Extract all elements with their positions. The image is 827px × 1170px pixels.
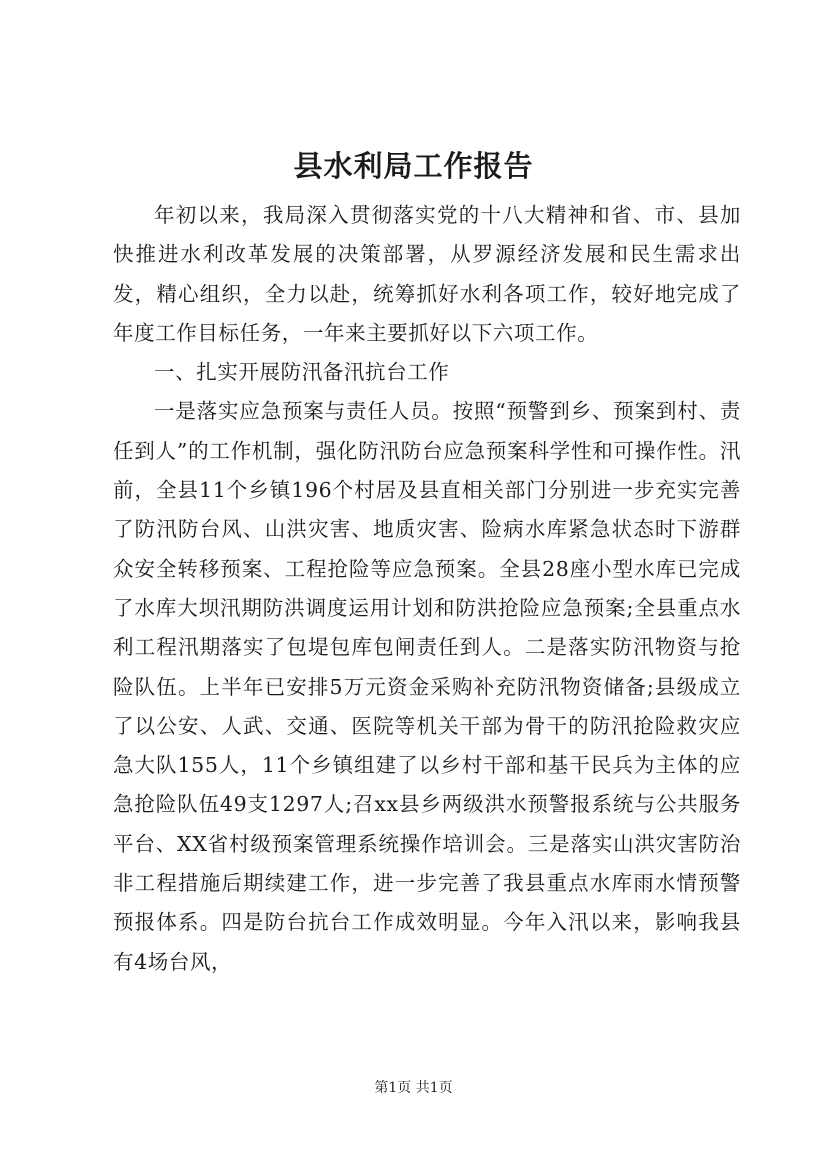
paragraph-details: 一是落实应急预案与责任人员。按照“预警到乡、预案到村、责任到人”的工作机制，强化防汛防台应急预案科学性和可操作性。汛前，全县11个乡镇196个村居及县直相关部门分别进一步充实完善了防汛防台风、山洪灾害、地质灾害、险病水库紧急状态时下游群众安全转移预案、工程抢险等应急预案。全县28座小型水库已完成了水库大坝汛期防洪调度运用计划和防洪抢险应急预案;全县重点水利工程汛期落实了包堤包库包闸责任到人。二是落实防汛物资与抢险队伍。上半年已安排5万元资金采购补充防汛物资储备;县级成立了以公安、人武、交通、医院等机关干部为骨干的防汛抢险救灾应急大队155人，11个乡镇组建了以乡村干部和基干民兵为主体的应急抢险队伍49支1297人;召xx县乡两级洪水预警报系统与公共服务平台、XX省村级预案管理系统操作培训会。三是落实山洪灾害防治非工程措施后期续建工作，进一步完善了我县重点水库雨水情预警预报体系。四是防台抗台工作成效明显。今年入汛以来，影响我县有4场台风，: [113, 399, 741, 974]
paragraph-intro: 年初以来，我局深入贯彻落实党的十八大精神和省、市、县加快推进水利改革发展的决策部署，从罗源经济发展和民生需求出发，精心组织，全力以赴，统筹抓好水利各项工作，较好地完成了年度工作目标任务，一年来主要抓好以下六项工作。: [113, 203, 741, 345]
section-heading: 一、扎实开展防汛备汛抗台工作: [154, 360, 450, 385]
page-footer: 第1页 共1页: [374, 1080, 453, 1096]
document-title: 县水利局工作报告: [293, 149, 534, 183]
document-body: [113, 196, 741, 982]
